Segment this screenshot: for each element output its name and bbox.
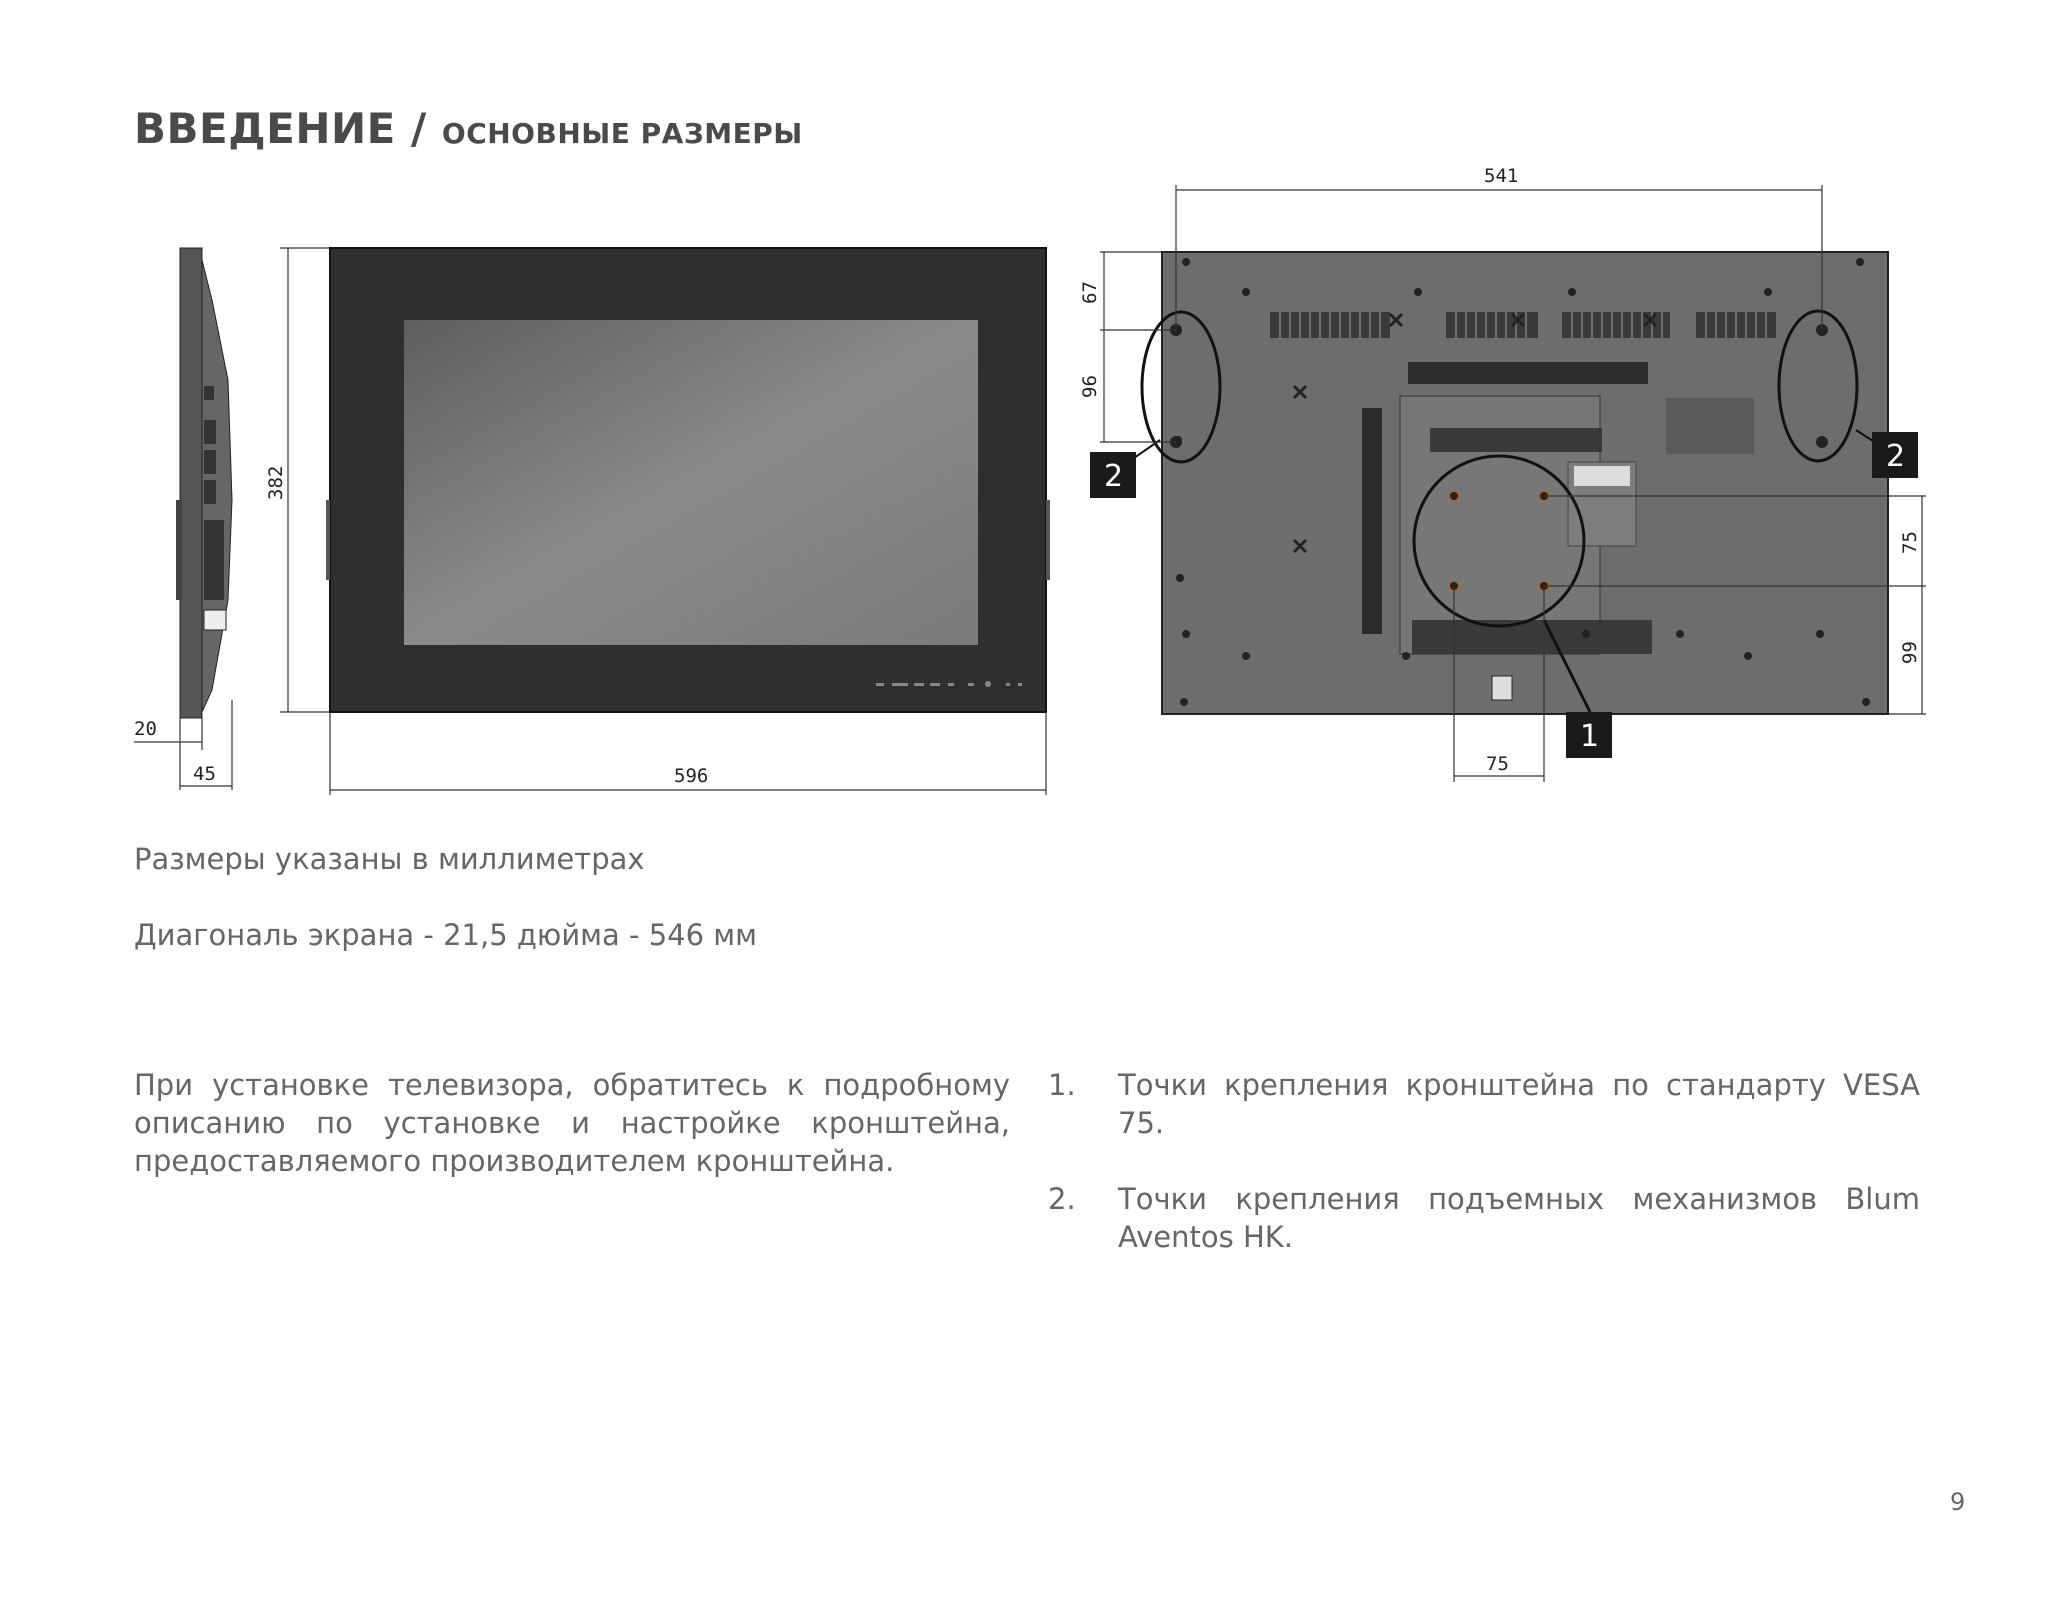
diagonal-note: Диагональ экрана - 21,5 дюйма - 546 мм — [134, 918, 758, 952]
dim-rear-75-vertical: 75 — [1899, 531, 1921, 554]
title-main: ВВЕДЕНИЕ / — [134, 104, 427, 153]
callout-2-left — [1090, 452, 1136, 498]
list-item-number: 1. — [1048, 1068, 1076, 1102]
dim-width-596: 596 — [674, 765, 709, 787]
callout-1-label: 1 — [1580, 719, 1600, 754]
dim-side-20: 20 — [134, 718, 157, 740]
page-number: 9 — [1950, 1488, 1966, 1516]
dim-width — [330, 712, 1046, 795]
dim-height-382: 382 — [265, 465, 287, 500]
callout-1 — [1566, 712, 1612, 758]
callout-2-right-label: 2 — [1886, 439, 1906, 474]
list-item-text: Точки крепления подъемных механизмов Blum Aventos HK. — [1118, 1182, 1920, 1254]
side-view — [176, 248, 232, 718]
install-paragraph: При установке телевизора, обратитесь к подробному описанию по установке и настройке кронштейна, предоставляемого производителем кронштейна. — [134, 1068, 1010, 1178]
dim-rear-67: 67 — [1079, 281, 1101, 304]
callout-2-left-label: 2 — [1104, 459, 1124, 494]
dim-rear-541: 541 — [1484, 165, 1519, 187]
dim-rear-96: 96 — [1079, 375, 1101, 398]
legend-list — [1048, 1066, 1920, 1294]
dim-rear-99: 99 — [1899, 641, 1921, 664]
dim-height — [265, 248, 330, 712]
dim-side-45: 45 — [193, 763, 216, 785]
list-item-number: 2. — [1048, 1182, 1076, 1216]
list-item — [1048, 1180, 1920, 1256]
list-item-text: Точки крепления кронштейна по стандарту VESA 75. — [1118, 1068, 1920, 1140]
list-item — [1048, 1066, 1920, 1142]
dim-rear-75-horizontal: 75 — [1486, 753, 1509, 775]
rear-view — [1134, 252, 1890, 714]
units-note: Размеры указаны в миллиметрах — [134, 842, 645, 876]
title-subtitle: ОСНОВНЫЕ РАЗМЕРЫ — [441, 117, 803, 150]
front-view — [326, 248, 1050, 712]
callout-2-right — [1872, 432, 1918, 478]
